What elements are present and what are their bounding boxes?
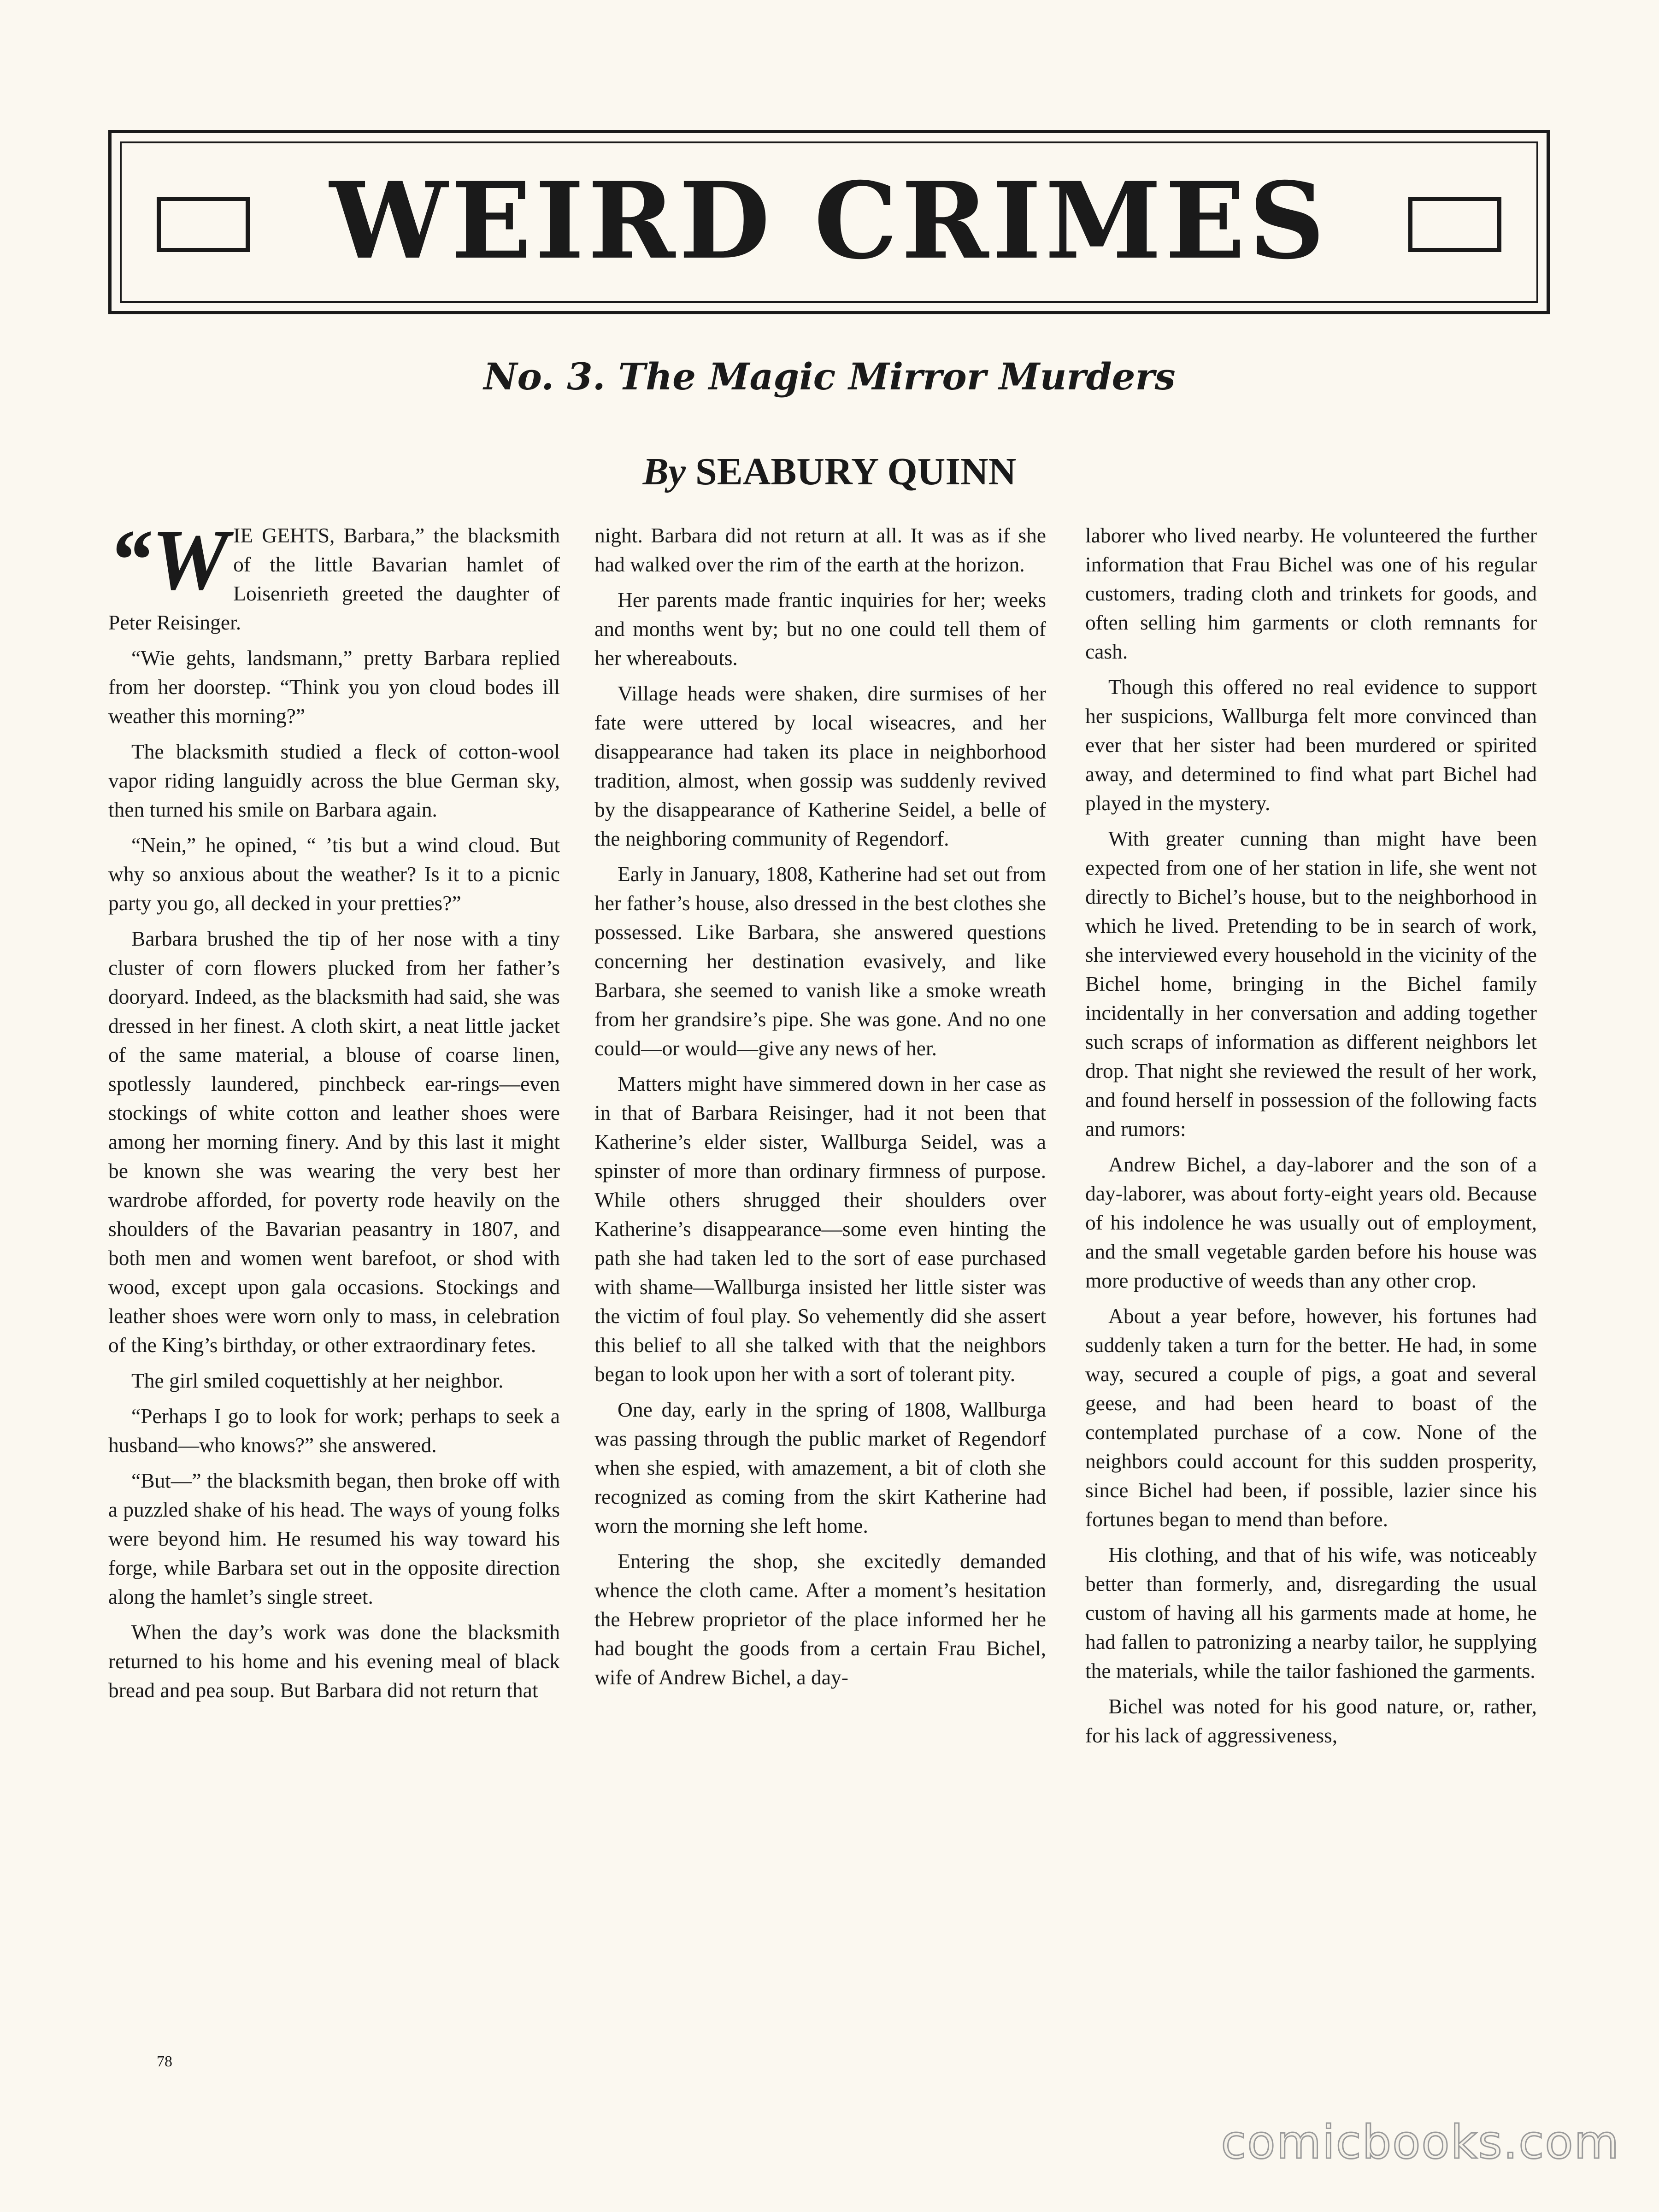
article-paragraph (108, 1401, 560, 1459)
paragraph-text: Her parents made frantic inquiries for her; weeks and months went by; but no one could tell them of her whereabouts. (594, 588, 1046, 670)
paragraph-text: “Nein,” he opined, “ ’tis but a wind cloud. But why so anxious about the weather? Is it to a picnic party you go, all decked in your pretties?” (108, 833, 560, 915)
paragraph-text: Early in January, 1808, Katherine had set out from her father’s house, also dressed in the best clothes she possessed. Like Barbara, she answered questions concerning her destination evasively, and like Barbara, she seemed to vanish like a smoke wreath from her grandsire’s pipe. She was gone. And no one could—or would—give any news of her. (594, 862, 1046, 1060)
article-paragraph (1085, 672, 1537, 818)
paragraph-text: Barbara brushed the tip of her nose with a tiny cluster of corn flowers plucked from her father’s dooryard. Indeed, as the blacksmith had said, she was dressed in her finest. A cloth skirt, a neat little jacket of the same material, a blouse of coarse linen, spotlessly laundered, pinchbeck ear-rings—even stockings of white cotton and leather shoes were among her morning finery. And by this last it might be known she was wearing the very best her wardrobe afforded, for poverty rode heavily on the shoulders of the Bavarian peasantry in 1807, and both men and women went barefoot, or shod with wood, except upon gala occasions. Stockings and leather shoes were worn only to mass, in celebration of the King’s birthday, or other extraordinary fetes. (108, 927, 560, 1357)
article-paragraph (108, 1618, 560, 1705)
paragraph-text: “But—” the blacksmith began, then broke off with a puzzled shake of his head. The ways of young folks were beyond him. He resumed his way toward his forge, while Barbara set out in the opposite direction along the hamlet’s single street. (108, 1469, 560, 1608)
text-column-3 (1085, 521, 1537, 2055)
section-title: WEIRD CRIMES (329, 159, 1329, 282)
paragraph-text: “Wie gehts, landsmann,” pretty Barbara replied from her doorstep. “Think you yon cloud bodes ill weather this morning?” (108, 646, 560, 728)
paragraph-text: The blacksmith studied a fleck of cotton-wool vapor riding languidly across the blue German sky, then turned his smile on Barbara again. (108, 740, 560, 821)
article-paragraph (594, 859, 1046, 1063)
article-paragraph (594, 585, 1046, 672)
paragraph-text: laborer who lived nearby. He volunteered the further information that Frau Bichel was one of his regular customers, trading cloth and trinkets for goods, and often selling him garments or cloth remnants for cash. (1085, 524, 1537, 663)
article-paragraph (1085, 1692, 1537, 1750)
paragraph-text: Entering the shop, she excitedly demanded whence the cloth came. After a moment’s hesitation the Hebrew proprietor of the place informed her he had bought the goods from a certain Frau Bichel, wife of Andrew Bichel, a day- (594, 1549, 1046, 1689)
paragraph-text: IE GEHTS, Barbara,” the blacksmith of the little Bavarian hamlet of Loisenrieth greeted the daughter of Peter Reisinger. (108, 524, 560, 634)
article-paragraph (108, 1366, 560, 1395)
paragraph-text: Bichel was noted for his good nature, or, rather, for his lack of aggressiveness, (1085, 1694, 1537, 1747)
article-paragraph (108, 643, 560, 730)
article-paragraph (594, 1395, 1046, 1540)
article-paragraph (108, 521, 560, 637)
banner-ornament-box-right (1408, 197, 1501, 252)
article-paragraph (1085, 1540, 1537, 1685)
article-paragraph (108, 830, 560, 918)
byline-prefix: By (642, 450, 686, 493)
article-paragraph (1085, 521, 1537, 666)
paragraph-text: About a year before, however, his fortunes had suddenly taken a turn for the better. He had, in some way, secured a couple of pigs, a goat and several geese, and had been heard to boast of the contemplated purchase of a cow. None of the neighbors could account for this sudden prosperity, since Bichel had been, if possible, lazier since his fortunes began to mend than before. (1085, 1304, 1537, 1531)
article-paragraph (108, 924, 560, 1359)
article-paragraph (594, 1069, 1046, 1388)
drop-cap: “W (108, 521, 229, 608)
article-paragraph (1085, 1301, 1537, 1534)
article-paragraph (594, 521, 1046, 579)
paragraph-text: When the day’s work was done the blacksmith returned to his home and his evening meal of black bread and pea soup. But Barbara did not return that (108, 1620, 560, 1702)
paragraph-text: One day, early in the spring of 1808, Wallburga was passing through the public market of Regendorf when she espied, with amazement, a bit of cloth she recognized as coming from the skirt Katherine had worn the morning she left home. (594, 1398, 1046, 1537)
paragraph-text: With greater cunning than might have been expected from one of her station in life, she went not directly to Bichel’s house, but to the neighborhood in which he lived. Pretending to be in search of work, she interviewed every household in the vicinity of the Bichel home, bringing in the Bichel family incidentally in her conversation and adding together such scraps of information as different neighbors let drop. That night she reviewed the result of her work, and found herself in possession of the following facts and rumors: (1085, 827, 1537, 1141)
paragraph-text: Andrew Bichel, a day-laborer and the son of a day-laborer, was about forty-eight years old. Because of his indolence he was usually out of employment, and the small vegetable garden before his house was more productive of weeds than any other crop. (1085, 1153, 1537, 1292)
article-paragraph (594, 1547, 1046, 1692)
paragraph-text: The girl smiled coquettishly at her neighbor. (131, 1369, 504, 1392)
section-banner (108, 130, 1550, 314)
article-paragraph (108, 737, 560, 824)
banner-ornament-box-left (157, 197, 250, 252)
page-number: 78 (157, 2053, 172, 2070)
byline (0, 449, 1659, 494)
paragraph-text: His clothing, and that of his wife, was noticeably better than formerly, and, disregarding the usual custom of having all his garments made at home, he had fallen to patronizing a nearby tailor, he supplying the materials, while the tailor fashioned the garments. (1085, 1543, 1537, 1683)
paragraph-text: Though this offered no real evidence to support her suspicions, Wallburga felt more convinced than ever that her sister had been murdered or spirited away, and determined to find what part Bichel had played in the mystery. (1085, 675, 1537, 815)
article-paragraph (594, 679, 1046, 853)
paragraph-text: Village heads were shaken, dire surmises of her fate were uttered by local wiseacres, and her disappearance had taken its place in neighborhood tradition, almost, when gossip was suddenly revived by the disappearance of Katherine Seidel, a belle of the neighboring community of Regendorf. (594, 682, 1046, 850)
article-paragraph (1085, 1150, 1537, 1295)
site-watermark: comicbooks.com (1221, 2115, 1620, 2169)
author-name: SEABURY QUINN (695, 450, 1017, 493)
paragraph-text: night. Barbara did not return at all. It was as if she had walked over the rim of the earth at the horizon. (594, 524, 1046, 576)
paragraph-text: “Perhaps I go to look for work; perhaps to seek a husband—who knows?” she answered. (108, 1404, 560, 1457)
article-paragraph (1085, 824, 1537, 1143)
text-column-2 (594, 521, 1046, 2055)
story-title: No. 3. The Magic Mirror Murders (483, 355, 1176, 398)
article-paragraph (108, 1466, 560, 1611)
paragraph-text: Matters might have simmered down in her case as in that of Barbara Reisinger, had it not been that Katherine’s elder sister, Wallburga Seidel, was a spinster of more than ordinary firmness of purpose. While others shrugged their shoulders over Katherine’s disappearance—some even hinting the path she had taken led to the sort of ease purchased with shame—Wallburga insisted her little sister was the victim of foul play. So vehemently did she assert this belief to all she talked with that the neighbors began to look upon her with a sort of tolerant pity. (594, 1072, 1046, 1386)
text-column-1 (108, 521, 560, 2055)
